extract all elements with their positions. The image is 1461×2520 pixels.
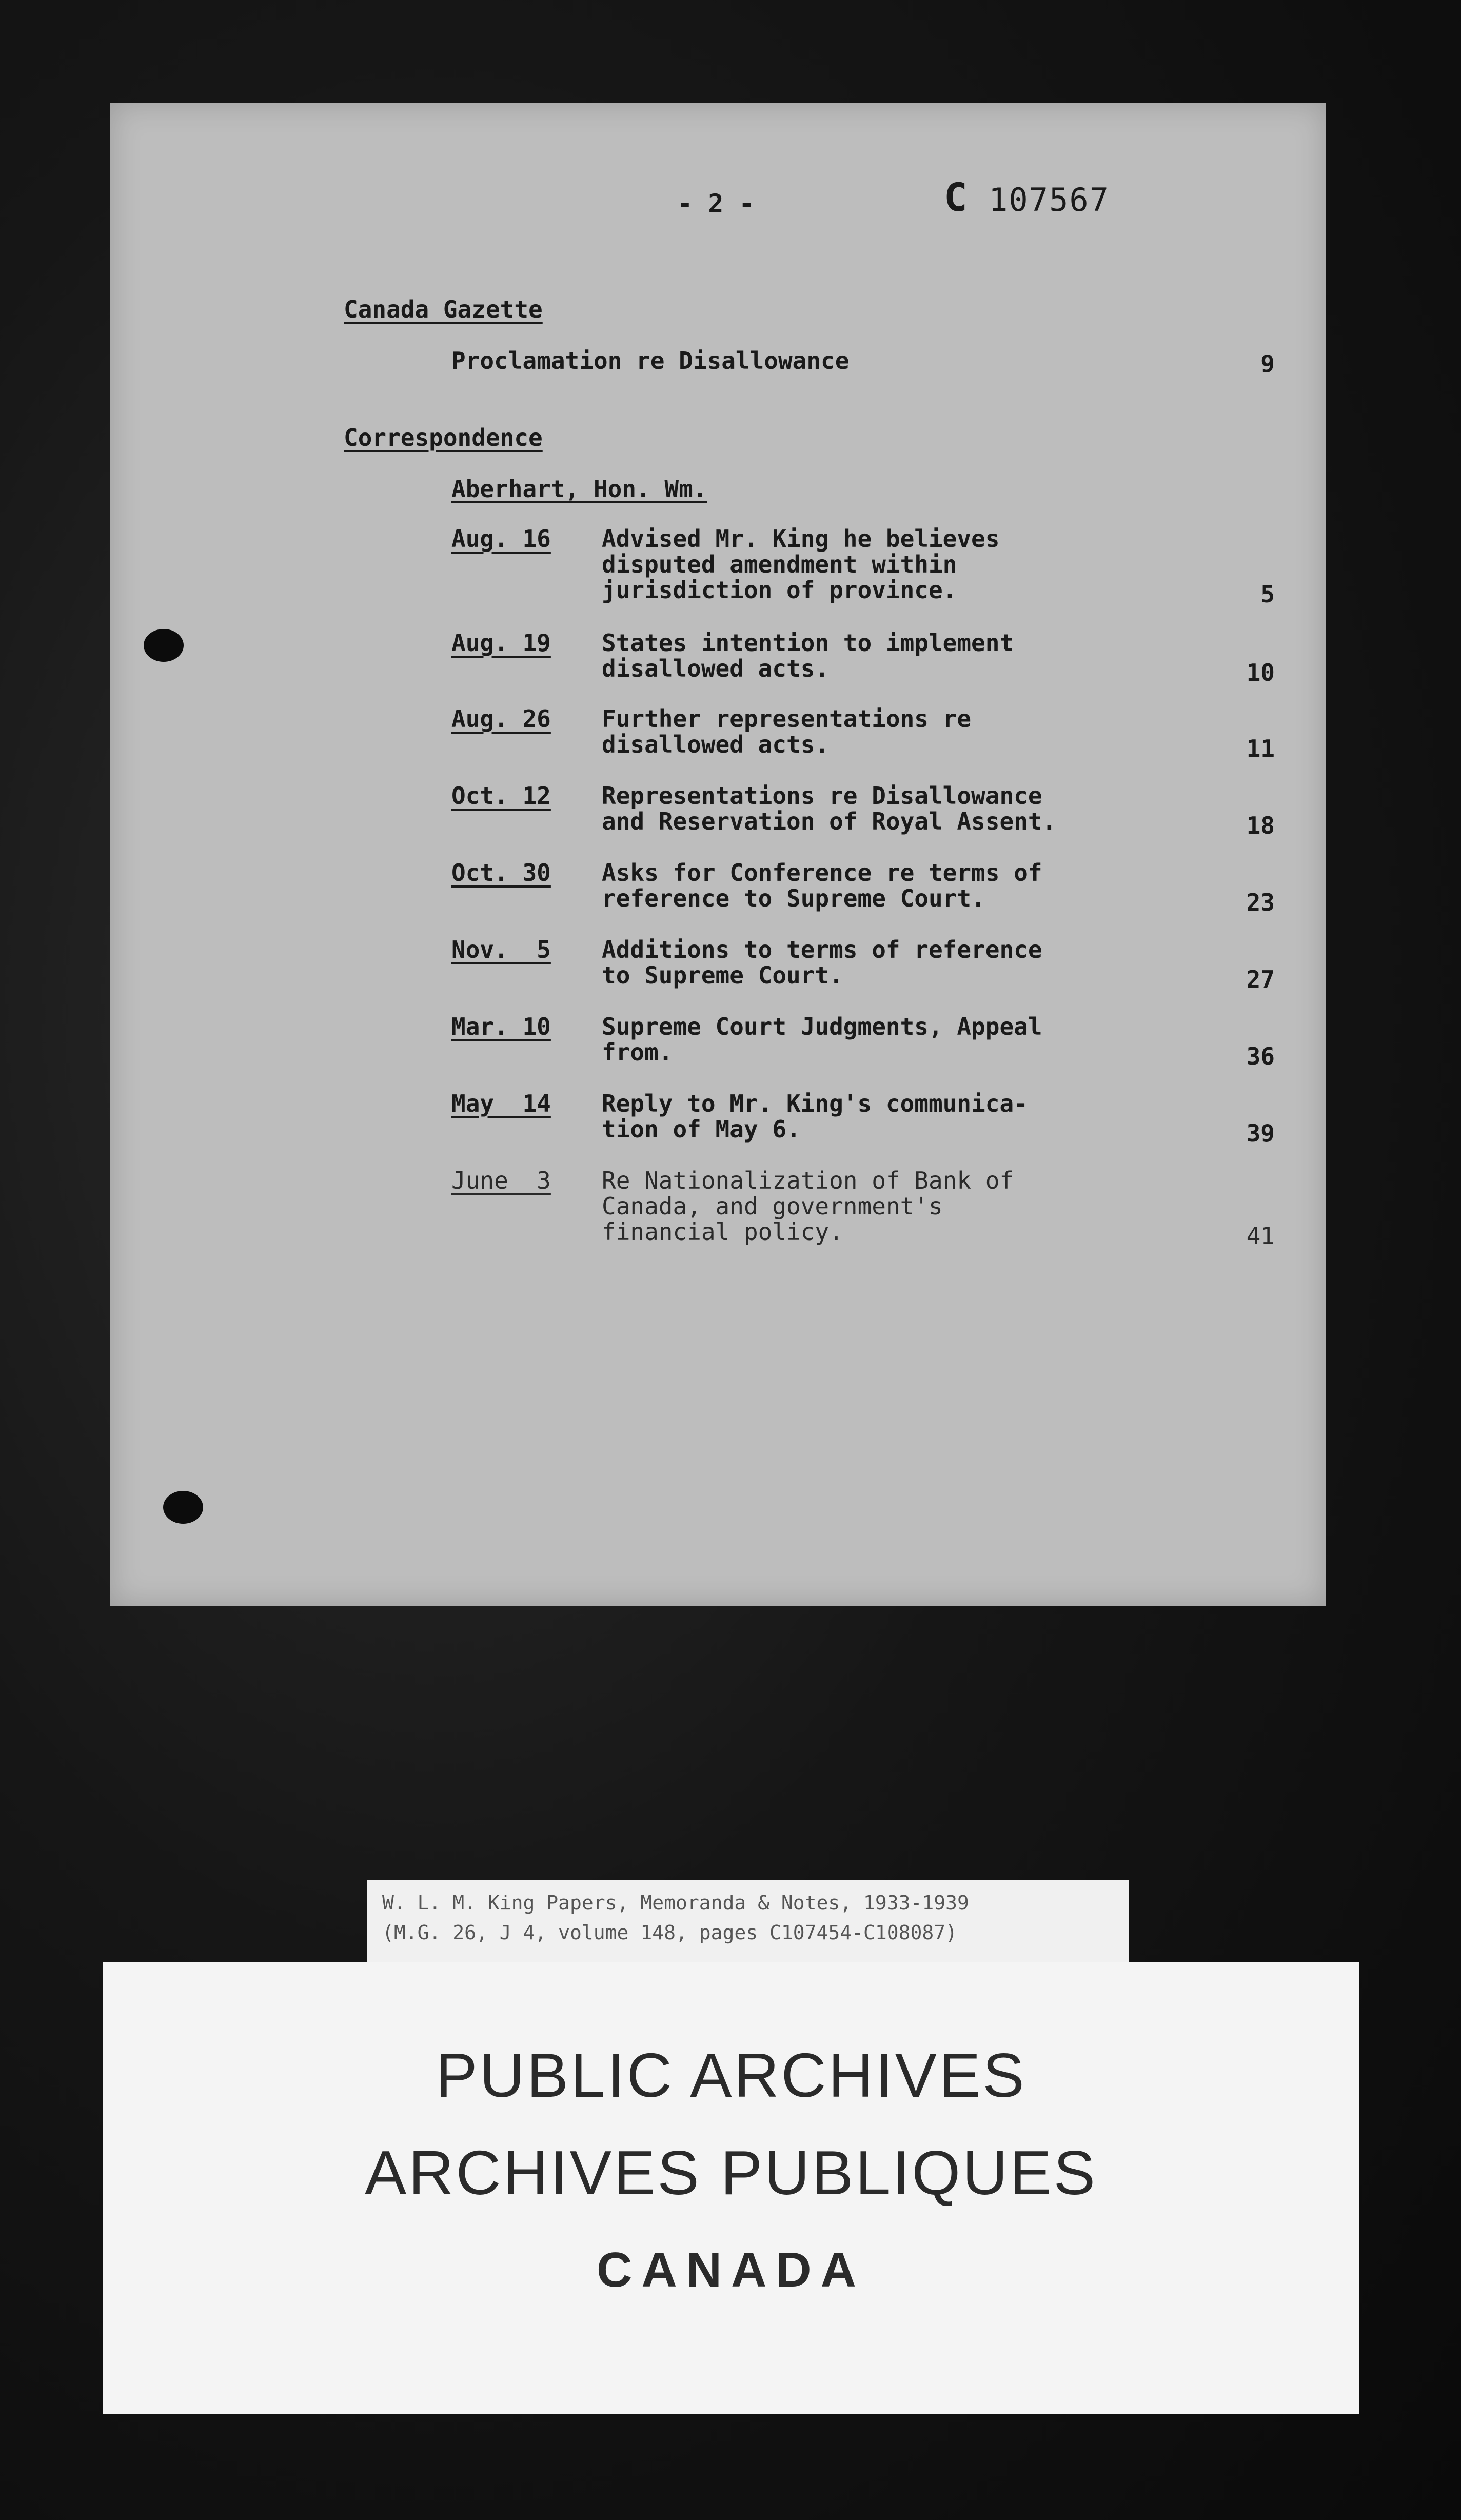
punch-hole-lower <box>163 1491 203 1524</box>
entry-page-number: 23 <box>1246 889 1275 916</box>
reference-line-1: W. L. M. King Papers, Memoranda & Notes, 1933-1939 <box>382 1892 969 1914</box>
archives-label-french: ARCHIVES PUBLIQUES <box>365 2138 1097 2208</box>
gazette-item-page: 9 <box>1260 350 1275 378</box>
entry-description-line: jurisdiction of province. <box>602 576 957 604</box>
reference-line-2: (M.G. 26, J 4, volume 148, pages C107454-C108087) <box>382 1921 958 1944</box>
archives-label-card <box>103 1962 1359 2414</box>
page-number: - 2 - <box>677 189 755 219</box>
document-number-prefix: C <box>944 174 969 220</box>
entry-description-line: Further representations re <box>602 705 972 733</box>
section-heading-correspondence: Correspondence <box>344 424 543 451</box>
entry-page-number: 10 <box>1246 659 1275 686</box>
punch-hole-upper <box>144 629 184 662</box>
entry-page-number: 27 <box>1246 966 1275 993</box>
entry-date: June 3 <box>451 1167 551 1194</box>
archives-label-english: PUBLIC ARCHIVES <box>436 2040 1026 2110</box>
entry-description-line: tion of May 6. <box>602 1115 801 1143</box>
entry-date: Aug. 19 <box>451 629 551 657</box>
entry-date: Mar. 10 <box>451 1013 551 1040</box>
document-number <box>944 174 1110 220</box>
entry-description-line: disallowed acts. <box>602 655 830 682</box>
entry-page-number: 41 <box>1246 1222 1275 1250</box>
entry-description-line: financial policy. <box>602 1218 843 1246</box>
entry-description-line: and Reservation of Royal Assent. <box>602 808 1057 835</box>
entry-description-line: Supreme Court Judgments, Appeal <box>602 1013 1042 1040</box>
entry-date: Oct. 30 <box>451 859 551 887</box>
entry-description-line: from. <box>602 1038 673 1066</box>
entry-date: Nov. 5 <box>451 936 551 963</box>
entry-description-line: reference to Supreme Court. <box>602 884 985 912</box>
entry-description-line: disallowed acts. <box>602 731 830 758</box>
entry-page-number: 11 <box>1246 735 1275 762</box>
entry-date: Aug. 26 <box>451 705 551 733</box>
entry-description-line: Representations re Disallowance <box>602 782 1042 810</box>
correspondent-name: Aberhart, Hon. Wm. <box>451 475 707 503</box>
gazette-item-text: Proclamation re Disallowance <box>451 347 850 375</box>
entry-description-line: States intention to implement <box>602 629 1014 657</box>
entry-description-line: Re Nationalization of Bank of <box>602 1167 1014 1194</box>
entry-description-line: Canada, and government's <box>602 1192 943 1220</box>
entry-page-number: 36 <box>1246 1042 1275 1070</box>
entry-page-number: 5 <box>1260 580 1275 608</box>
archives-label-country: CANADA <box>597 2242 865 2297</box>
document-number-digits: 107567 <box>989 181 1110 219</box>
entry-page-number: 18 <box>1246 812 1275 839</box>
entry-date: Aug. 16 <box>451 525 551 553</box>
entry-page-number: 39 <box>1246 1119 1275 1147</box>
entry-description-line: Reply to Mr. King's communica- <box>602 1090 1028 1117</box>
entry-description-line: Asks for Conference re terms of <box>602 859 1042 887</box>
entry-description-line: Advised Mr. King he believes <box>602 525 1000 553</box>
entry-date: May 14 <box>451 1090 551 1117</box>
entry-description-line: Additions to terms of reference <box>602 936 1042 963</box>
entry-date: Oct. 12 <box>451 782 551 810</box>
section-heading-gazette: Canada Gazette <box>344 296 543 323</box>
reference-strip <box>367 1880 1129 1962</box>
entry-description-line: to Supreme Court. <box>602 961 843 989</box>
typed-document-sheet <box>110 103 1326 1606</box>
entry-description-line: disputed amendment within <box>602 550 957 578</box>
